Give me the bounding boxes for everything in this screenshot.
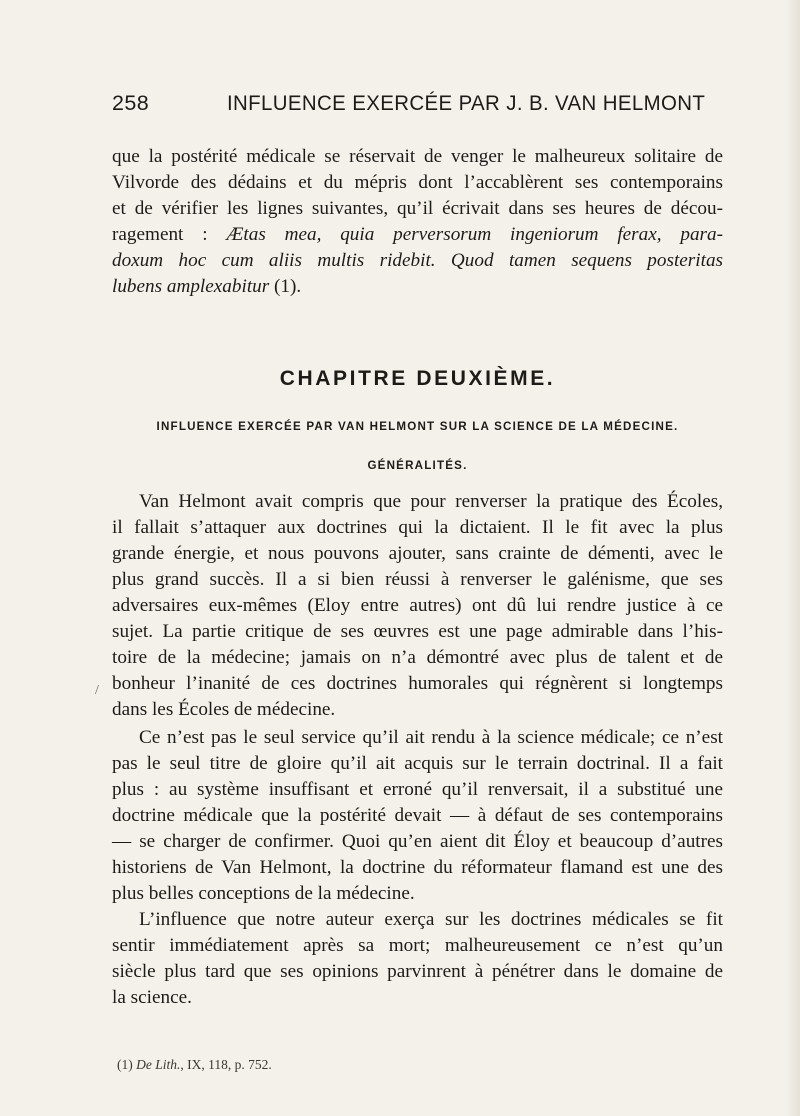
- text-line: doctrine médicale que la postérité devait — à défaut de ses contemporains: [112, 805, 723, 826]
- text-line: [112, 274, 723, 300]
- chapter-subtitle: INFLUENCE EXERCÉE PAR VAN HELMONT SUR LA SCIENCE DE LA MÉDECINE.: [156, 420, 679, 433]
- text-line: plus belles conceptions de la médecine.: [112, 883, 415, 904]
- roman-text: ragement :: [112, 224, 227, 245]
- text-line: L’influence que notre auteur exerça sur les doctrines médicales se fit: [139, 909, 723, 930]
- text-line: Ce n’est pas le seul service qu’il ait rendu à la science médicale; ce n’est: [139, 727, 723, 748]
- text-line: Van Helmont avait compris que pour renverser la pratique des Écoles,: [139, 491, 723, 512]
- running-title: INFLUENCE EXERCÉE PAR J. B. VAN HELMONT: [227, 91, 706, 115]
- text-line: plus : au système insuffisant et erroné qu’il renversait, il a substitué une: [112, 779, 723, 800]
- text-line: — se charger de confirmer. Quoi qu’en aient dit Éloy et beaucoup d’autres: [112, 831, 723, 852]
- latin-quote: Ætas mea, quia perversorum ingeniorum ferax, para-: [226, 224, 723, 245]
- footnote: [117, 1057, 272, 1073]
- text-line: il fallait s’attaquer aux doctrines qui la dictaient. Il le fit avec la plus: [112, 517, 723, 538]
- chapter-title: CHAPITRE DEUXIÈME.: [279, 367, 556, 390]
- text-line: grande énergie, et nous pouvons ajouter, sans crainte de démenti, avec le: [112, 543, 723, 564]
- text-line: dans les Écoles de médecine.: [112, 699, 336, 720]
- text-line: [112, 222, 723, 248]
- footnote-marker: (1): [117, 1057, 137, 1072]
- latin-quote: lubens amplexabitur: [112, 276, 270, 297]
- text-line: Vilvorde des dédains et du mépris dont l’accablèrent ses contemporains: [112, 172, 723, 193]
- margin-mark: /: [95, 683, 99, 698]
- text-line: doxum hoc cum aliis multis ridebit. Quod tamen sequens posteritas: [112, 250, 723, 271]
- footnote-source: De Lith.: [136, 1057, 181, 1072]
- text-line: historiens de Van Helmont, la doctrine du réformateur flamand est une des: [112, 857, 723, 878]
- text-line: que la postérité médicale se réservait de venger le malheureux solitaire de: [112, 146, 723, 167]
- running-head: [112, 91, 722, 121]
- text-line: adversaires eux-mêmes (Eloy entre autres) ont dû lui rendre justice à ce: [112, 595, 723, 616]
- paragraph-2: [112, 489, 723, 723]
- paragraph-3: [112, 725, 723, 907]
- page-number: 258: [112, 91, 150, 115]
- footnote-reference: , IX, 118, p. 752.: [180, 1057, 272, 1072]
- text-line: toire de la médecine; jamais on n’a démontré avec plus de talent et de: [112, 647, 723, 668]
- text-line: bonheur l’inanité de ces doctrines humorales qui régnèrent si longtemps: [112, 673, 723, 694]
- text-line: sujet. La partie critique de ses œuvres est une page admirable dans l’his-: [112, 621, 723, 642]
- footnote-ref: (1).: [269, 276, 302, 297]
- text-line: siècle plus tard que ses opinions parvinrent à pénétrer dans le domaine de: [112, 961, 723, 982]
- section-heading: GÉNÉRALITÉS.: [367, 459, 468, 472]
- intro-paragraph: [112, 144, 723, 300]
- page-edge-shadow: [786, 0, 800, 1116]
- paragraph-4: [112, 907, 723, 1011]
- text-line: et de vérifier les lignes suivantes, qu’il écrivait dans ses heures de décou-: [112, 198, 723, 219]
- text-line: pas le seul titre de gloire qu’il ait acquis sur le terrain doctrinal. Il a fait: [112, 753, 723, 774]
- text-line: sentir immédiatement après sa mort; malheureusement ce n’est qu’un: [112, 935, 723, 956]
- text-line: la science.: [112, 987, 192, 1008]
- text-line: plus grand succès. Il a si bien réussi à renverser le galénisme, que ses: [112, 569, 723, 590]
